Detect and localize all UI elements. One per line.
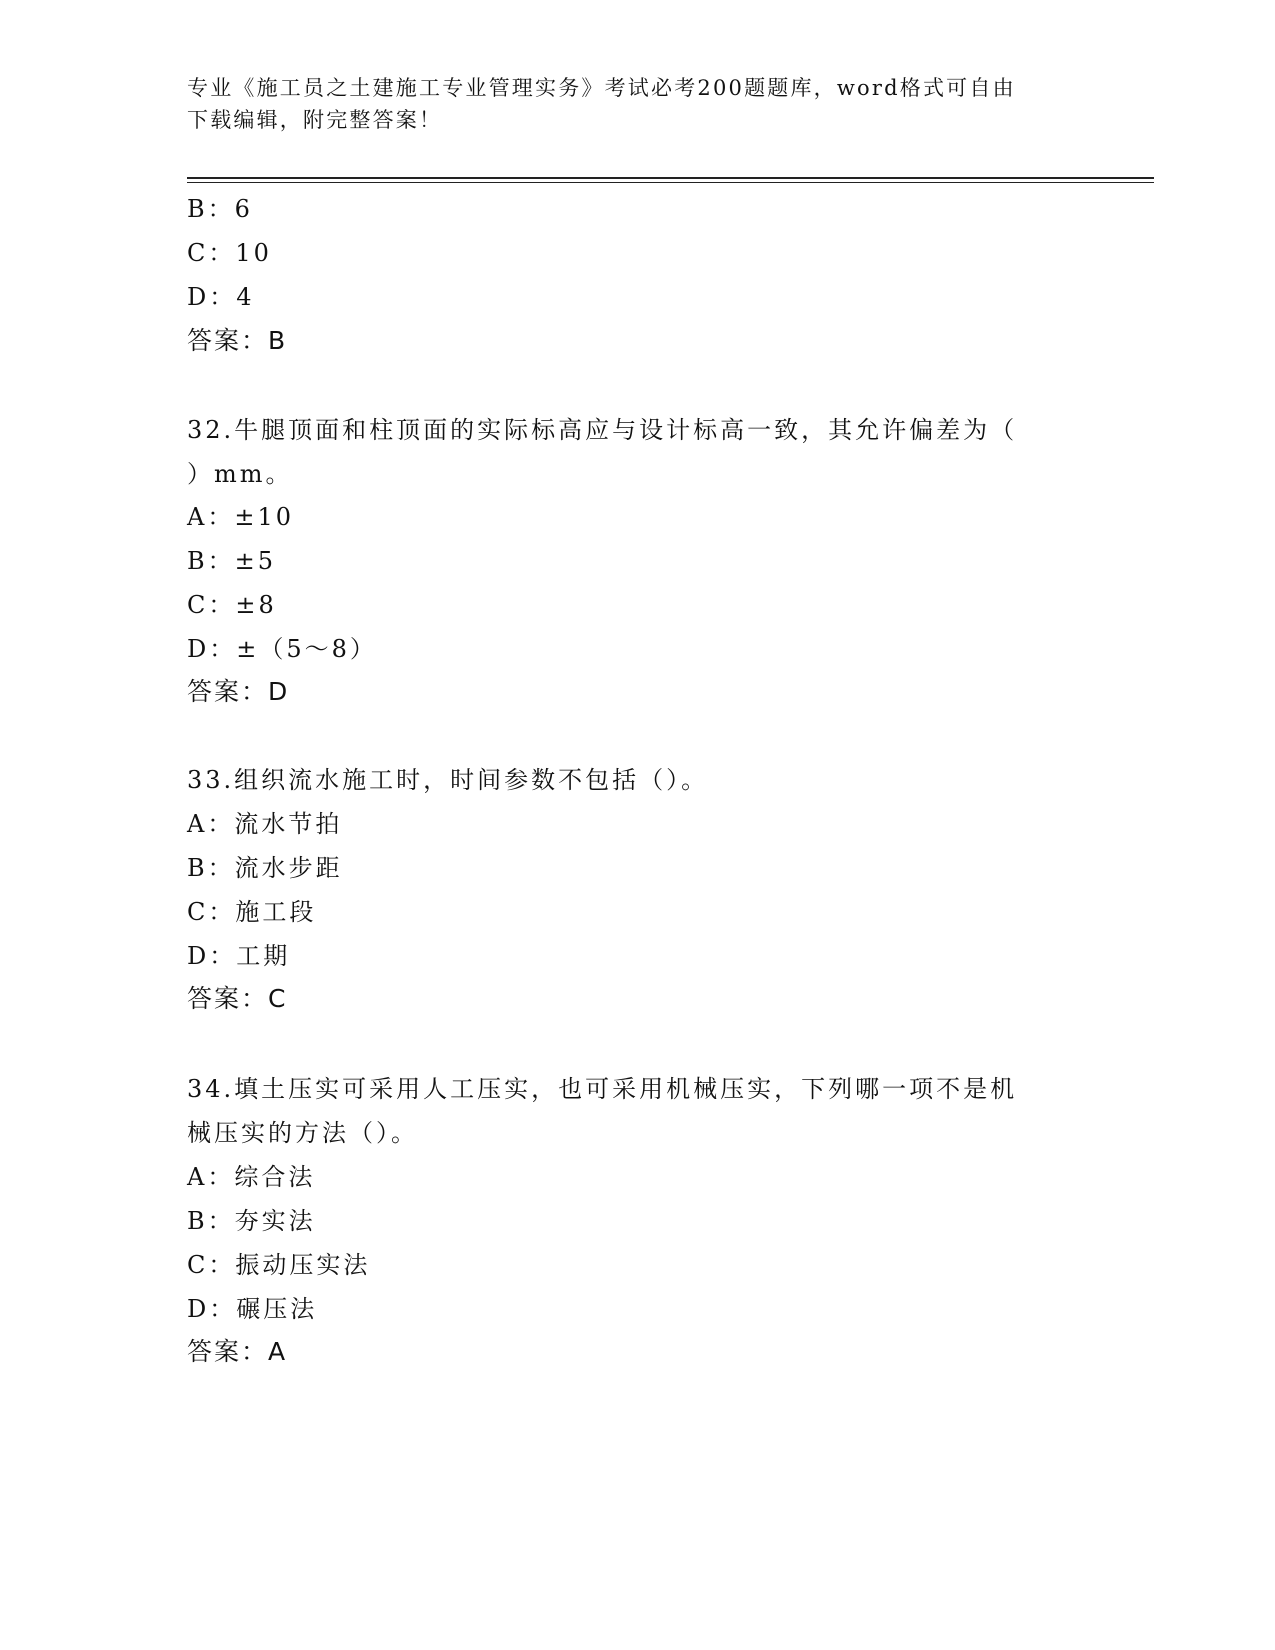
option-b: B：夯实法 <box>187 1207 316 1235</box>
option-c: C：振动压实法 <box>187 1251 371 1279</box>
option-b: B：6 <box>187 195 253 223</box>
option-d: D：工期 <box>187 942 291 970</box>
question-32-text: 32.牛腿顶面和柱顶面的实际标高应与设计标高一致，其允许偏差为（ <box>187 416 1018 444</box>
question-33-text: 33.组织流水施工时，时间参数不包括（）。 <box>187 766 709 794</box>
option-d: D：±（5～8） <box>187 635 377 663</box>
question-34-text: 34.填土压实可采用人工压实，也可采用机械压实，下列哪一项不是机 <box>187 1075 1018 1103</box>
option-b: B：±5 <box>187 547 277 575</box>
option-c: C：施工段 <box>187 898 317 926</box>
document-header <box>187 72 1077 136</box>
answer-line: 答案：B <box>187 326 288 355</box>
option-a: A：综合法 <box>187 1163 316 1191</box>
option-c: C：10 <box>187 239 272 267</box>
header-divider <box>187 177 1154 179</box>
answer-line: 答案：C <box>187 984 288 1013</box>
question-34-text-cont: 械压实的方法（）。 <box>187 1119 418 1147</box>
option-b: B：流水步距 <box>187 854 343 882</box>
option-d: D：4 <box>187 283 255 311</box>
header-line-1: 专业《施工员之土建施工专业管理实务》考试必考200题题库，word格式可自由 <box>187 76 1016 100</box>
option-a: A：流水节拍 <box>187 810 343 838</box>
answer-line: 答案：D <box>187 677 290 706</box>
question-32-text-cont: ）mm。 <box>187 460 293 488</box>
option-d: D：碾压法 <box>187 1295 318 1323</box>
header-line-2: 下载编辑，附完整答案！ <box>187 108 443 132</box>
option-a: A：±10 <box>187 503 294 531</box>
option-c: C：±8 <box>187 591 277 619</box>
header-divider-thin <box>187 182 1154 183</box>
answer-line: 答案：A <box>187 1337 288 1366</box>
